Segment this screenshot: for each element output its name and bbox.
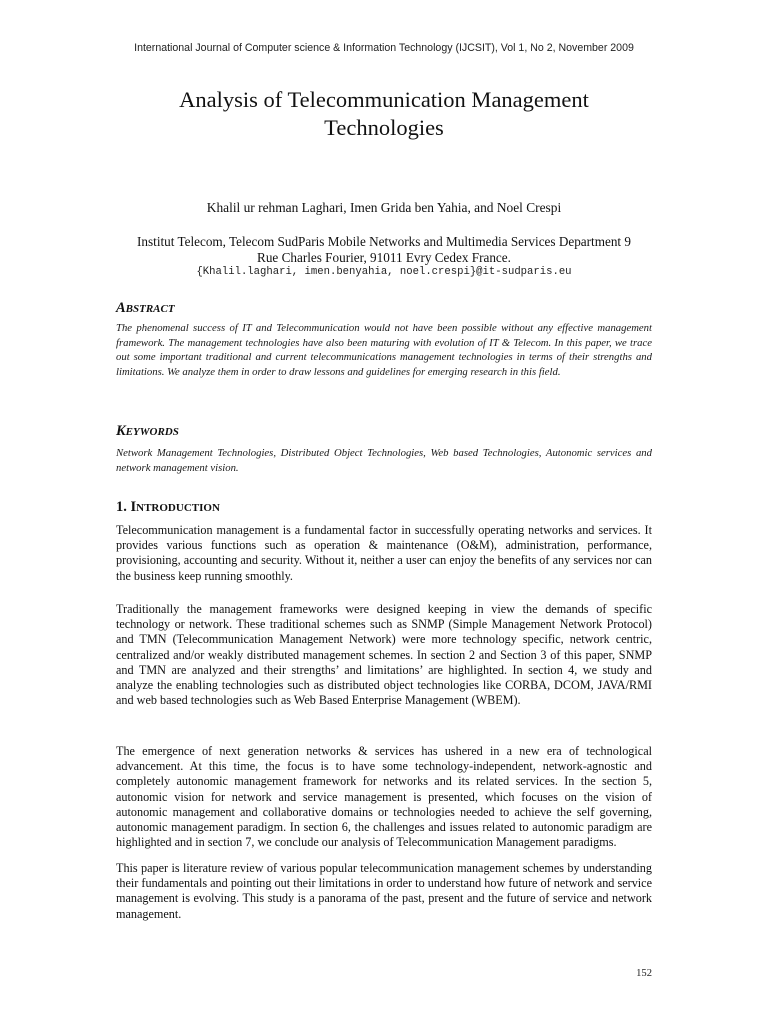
page-number: 152 (636, 968, 652, 979)
author-affiliation (90, 234, 678, 266)
abstract-heading-initial: A (116, 300, 126, 316)
introduction-heading-rest: NTRODUCTION (136, 502, 220, 514)
abstract-heading-rest: BSTRACT (125, 303, 175, 315)
intro-paragraph-3: The emergence of next generation networks & services has ushered in a new era of technological advancement. At this time, the focus is to have some technology-independent, network-agnostic and completely autonomic management framework for networks and its related services. In the section 5, autonomic vision for network and service management is presented, which focuses on the vision of autonomic management and collaborative domains or technologies needed to achieve the self governing, autonomic management paradigm. In section 6, the challenges and issues related to autonomic paradigm are highlighted and in section 7, we conclude our analysis of Telecommunication Management paradigms. (116, 744, 652, 850)
affiliation-line-1: Institut Telecom, Telecom SudParis Mobile Networks and Multimedia Services Department 9 (137, 234, 631, 249)
keywords-heading (116, 423, 179, 440)
abstract-text: The phenomenal success of IT and Telecommunication would not have been possible without any effective management framework. The management technologies have also been maturing with evolution of IT & Telecom. In this paper, we trace out some important traditional and current telecommunications management technologies in terms of their strengths and limitations. We analyze them in order to draw lessons and guidelines for emerging research in this field. (116, 322, 652, 379)
paper-title (84, 86, 684, 142)
title-line-2: Technologies (324, 115, 444, 140)
author-emails: {Khalil.laghari, imen.benyahia, noel.crespi}@it-sudparis.eu (196, 266, 572, 278)
introduction-heading (116, 499, 220, 516)
affiliation-line-2: Rue Charles Fourier, 91011 Evry Cedex France. (257, 250, 511, 265)
keywords-text: Network Management Technologies, Distributed Object Technologies, Web based Technologies, Autonomic services and network management vision. (116, 447, 652, 474)
journal-running-head: International Journal of Computer science & Information Technology (IJCSIT), Vol 1, No 2, November 2009 (134, 42, 634, 54)
intro-paragraph-1: Telecommunication management is a fundamental factor in successfully operating networks and services. It provides various functions such as operation & maintenance (O&M), administration, performance, provisioning, accounting and security. Without it, neither a user can enjoy the benefits of any services nor can the business keep running smoothly. (116, 523, 652, 583)
author-list: Khalil ur rehman Laghari, Imen Grida ben Yahia, and Noel Crespi (206, 200, 562, 215)
intro-paragraph-2: Traditionally the management frameworks were designed keeping in view the demands of specific technology or network. These traditional schemes such as SNMP (Simple Management Network Protocol) and TMN (Telecommunication Management Network) were more technology specific, network centric, centralized and/or weakly distributed management schemes. In section 2 and Section 3 of this paper, SNMP and TMN are analyzed and their strengths’ and limitations’ are highlighted. In section 4, we study and analyze the enabling technologies such as distributed object technologies like CORBA, DCOM, JAVA/RMI and web based technologies such as Web Based Enterprise Management (WBEM). (116, 602, 652, 708)
introduction-heading-number: 1. I (116, 499, 137, 515)
abstract-heading (116, 300, 175, 317)
title-line-1: Analysis of Telecommunication Management (179, 87, 589, 112)
keywords-heading-rest: EYWORDS (125, 426, 179, 438)
keywords-heading-initial: K (116, 423, 126, 439)
intro-paragraph-4: This paper is literature review of various popular telecommunication management schemes by understanding their fundamentals and pointing out their limitations in order to understand how future of network and service management is evolving. This study is a panorama of the past, present and the future of service and network management. (116, 861, 652, 921)
